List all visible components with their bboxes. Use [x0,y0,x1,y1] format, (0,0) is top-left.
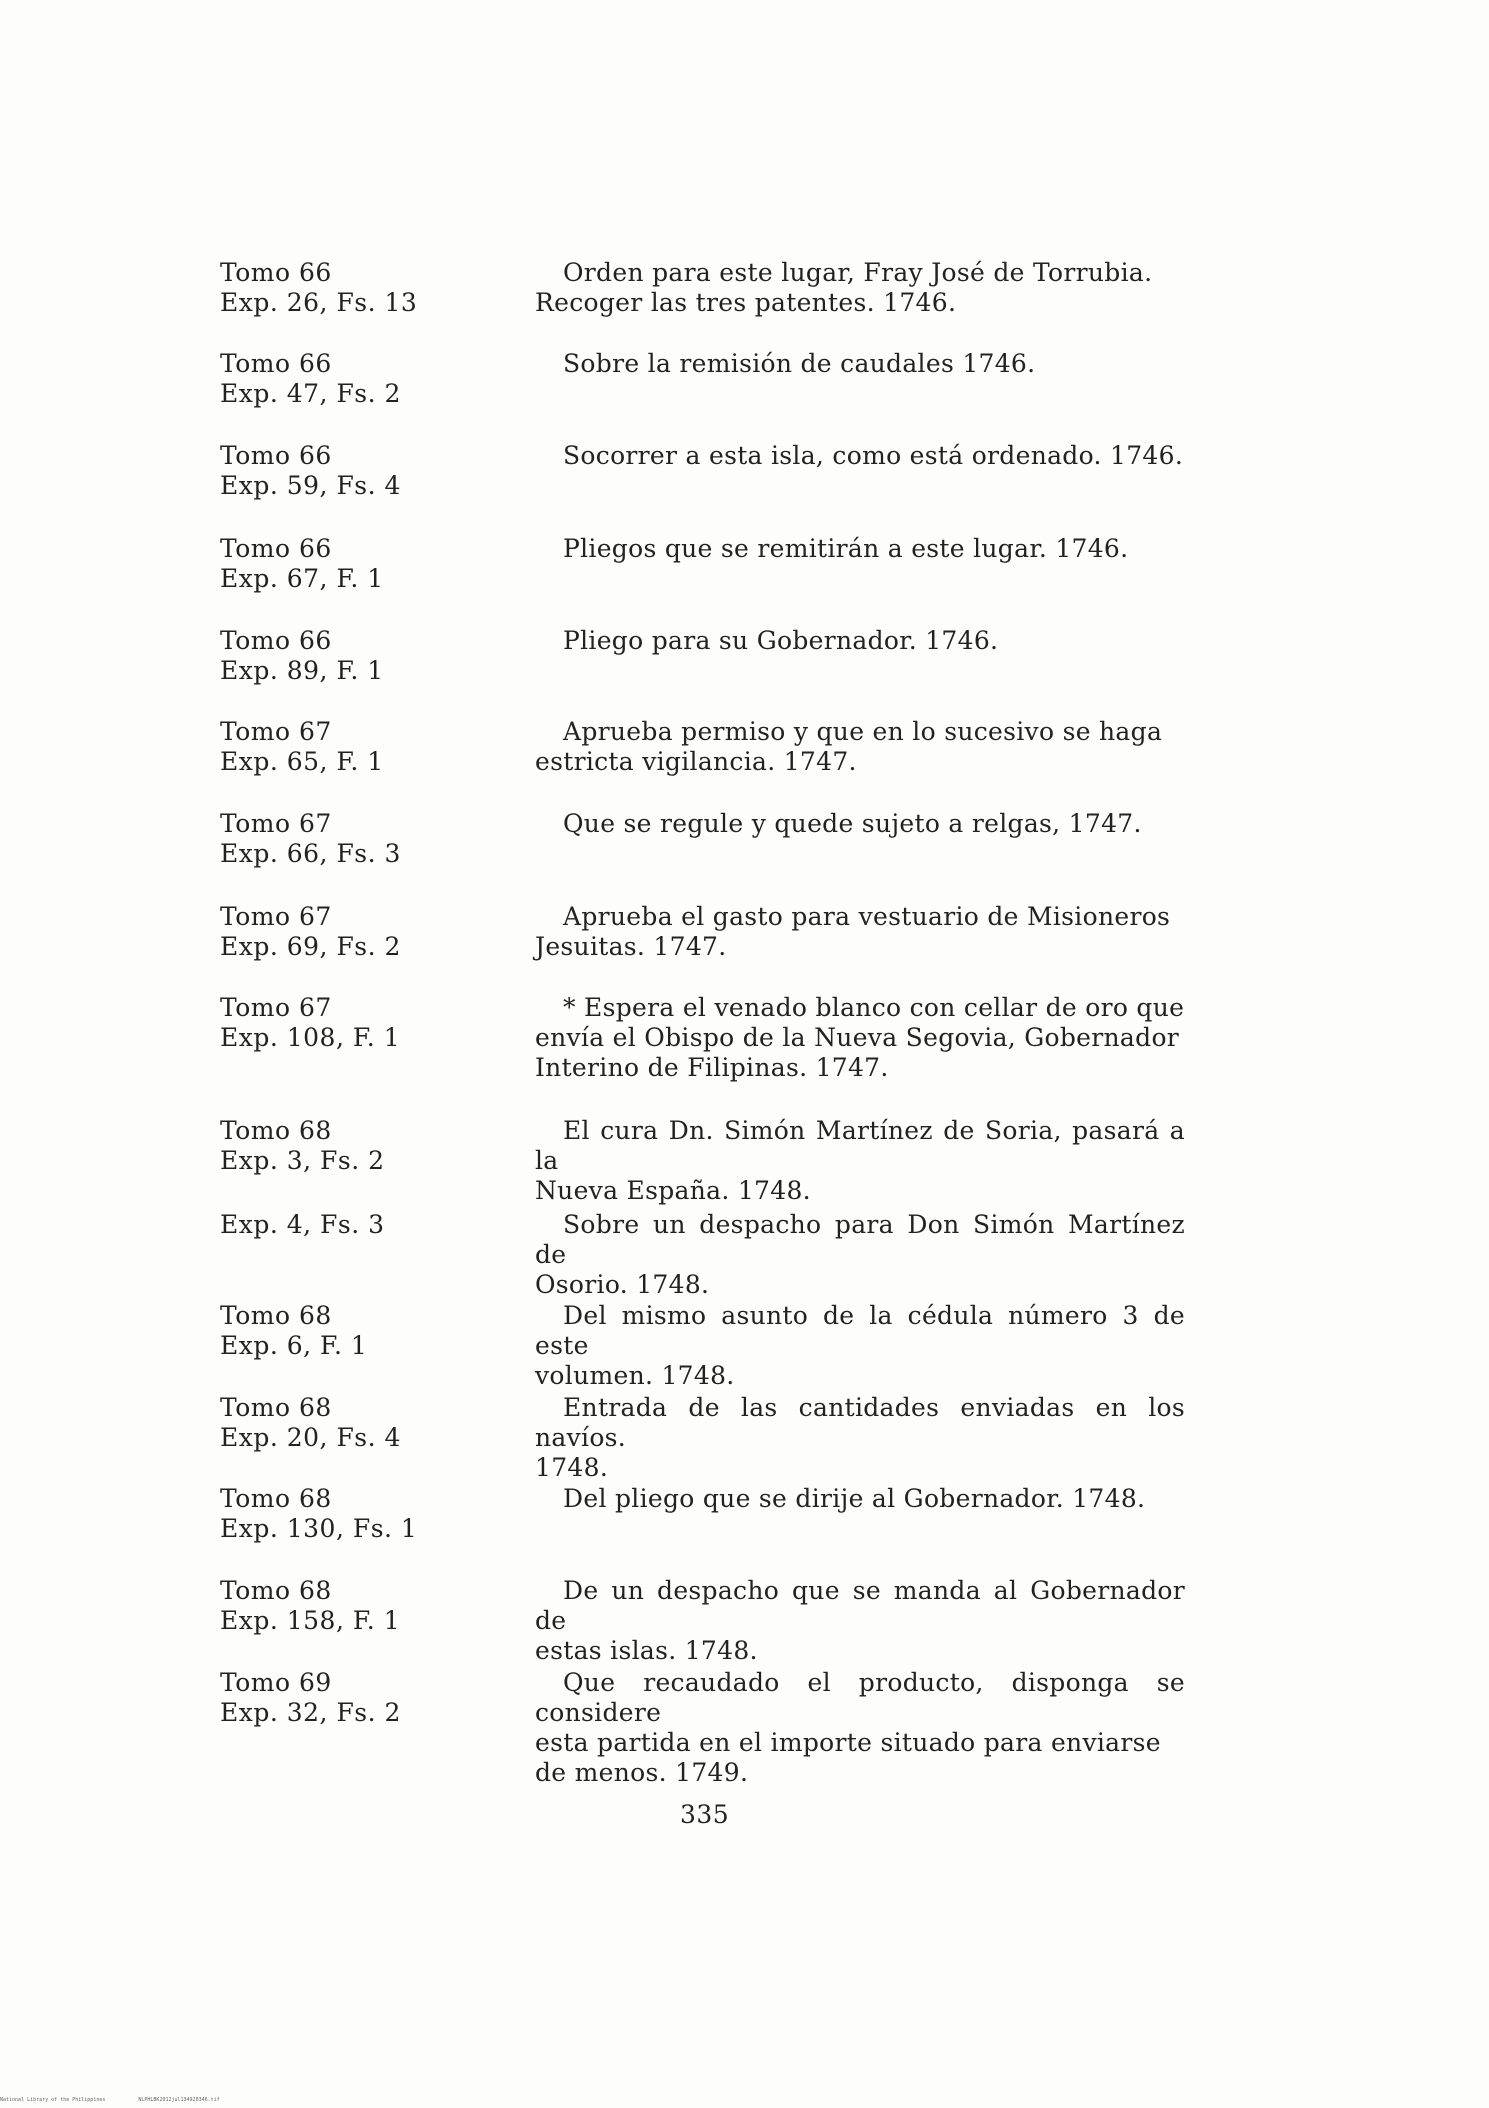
volume-reference: Tomo 68 Exp. 20, Fs. 4 [220,1393,401,1452]
volume-reference: Tomo 67 Exp. 66, Fs. 3 [220,809,401,868]
page-number: 335 [680,1800,730,1829]
entry-description: Orden para este lugar, Fray José de Torrubia. Recoger las tres patentes. 1746. [535,258,1153,317]
entry-description: Pliegos que se remitirán a este lugar. 1746. [563,534,1129,563]
volume-reference: Tomo 66 Exp. 47, Fs. 2 [220,349,401,408]
entry-description: Entrada de las cantidades enviadas en los navíos. 1748. [535,1393,1185,1482]
entry-description: Sobre un despacho para Don Simón Martínez de Osorio. 1748. [535,1210,1185,1299]
volume-reference: Tomo 66 Exp. 89, F. 1 [220,626,384,685]
volume-reference: Tomo 68 Exp. 158, F. 1 [220,1576,401,1635]
volume-reference: Exp. 4, Fs. 3 [220,1210,385,1239]
volume-reference: Tomo 66 Exp. 67, F. 1 [220,534,384,593]
volume-reference: Tomo 67 Exp. 65, F. 1 [220,717,384,776]
volume-reference: Tomo 69 Exp. 32, Fs. 2 [220,1668,401,1727]
entry-description: El cura Dn. Simón Martínez de Soria, pasará a la Nueva España. 1748. [535,1116,1185,1205]
entry-description: * Espera el venado blanco con cellar de oro que envía el Obispo de la Nueva Segovia, Gobernador Interino de Filipinas. 1747. [535,993,1185,1082]
entry-description: Que recaudado el producto, disponga se considere esta partida en el importe situado para enviarse de menos. 1749. [535,1668,1185,1787]
volume-reference: Tomo 66 Exp. 59, Fs. 4 [220,441,401,500]
volume-reference: Tomo 66 Exp. 26, Fs. 13 [220,258,418,317]
entry-description: Del pliego que se dirije al Gobernador. 1748. [563,1484,1146,1513]
volume-reference: Tomo 68 Exp. 6, F. 1 [220,1301,368,1360]
library-label: National Library of the Philippines [0,2097,106,2103]
entry-description: De un despacho que se manda al Gobernador de estas islas. 1748. [535,1576,1185,1665]
file-label: NLPHLBK2012jul134920346.tif [138,2097,220,2103]
volume-reference: Tomo 67 Exp. 108, F. 1 [220,993,401,1052]
volume-reference: Tomo 67 Exp. 69, Fs. 2 [220,902,401,961]
volume-reference: Tomo 68 Exp. 130, Fs. 1 [220,1484,418,1543]
entry-description: Aprueba permiso y que en lo sucesivo se haga estricta vigilancia. 1747. [535,717,1163,776]
entry-description: Del mismo asunto de la cédula número 3 de este volumen. 1748. [535,1301,1185,1390]
entry-description: Sobre la remisión de caudales 1746. [563,349,1036,378]
entry-description: Que se regule y quede sujeto a relgas, 1747. [563,809,1142,838]
entry-description: Aprueba el gasto para vestuario de Misioneros Jesuitas. 1747. [535,902,1171,961]
entry-description: Pliego para su Gobernador. 1746. [563,626,999,655]
entry-description: Socorrer a esta isla, como está ordenado. 1746. [563,441,1184,470]
volume-reference: Tomo 68 Exp. 3, Fs. 2 [220,1116,385,1175]
scan-footer [0,2097,250,2103]
